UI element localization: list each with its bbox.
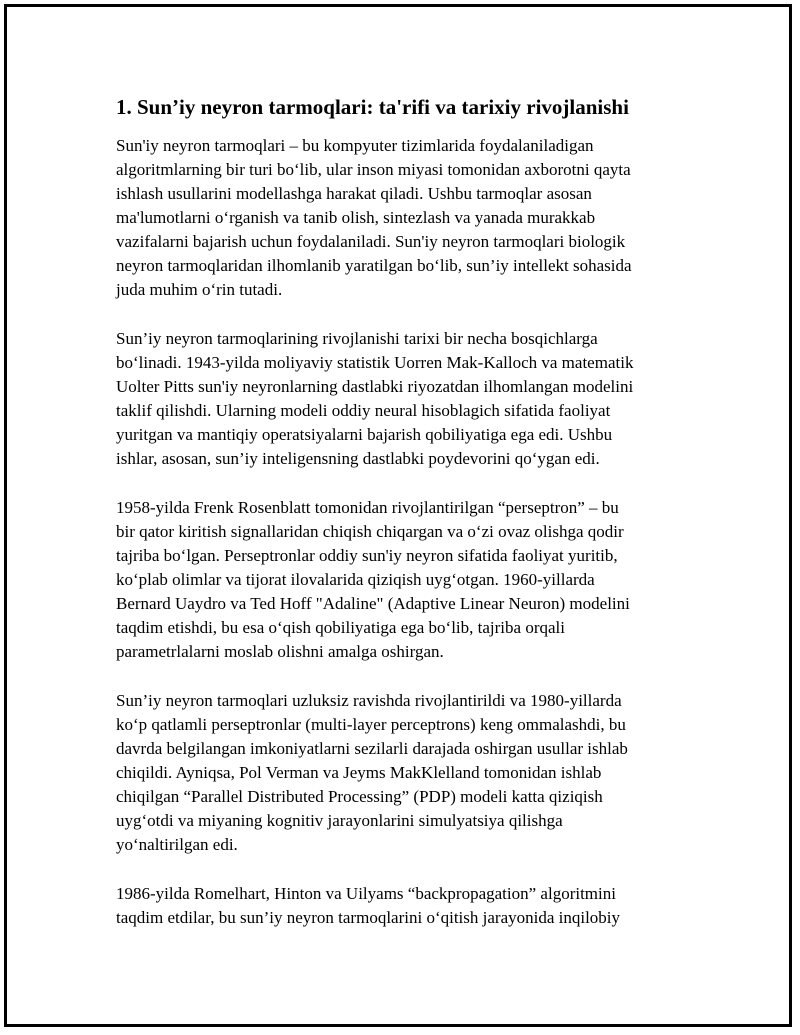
paragraph-definition (116, 134, 690, 302)
section-title: 1. Sun’iy neyron tarmoqlari: ta'rifi va tarixiy rivojlanishi (116, 95, 629, 119)
paragraph-history-1943 (116, 327, 690, 471)
document-body (116, 93, 690, 955)
text-line: taklif qilishdi. Ularning modeli oddiy neural hisoblagich sifatida faoliyat (116, 401, 611, 420)
text-line: chiqildi. Ayniqsa, Pol Verman va Jeyms MakKlelland tomonidan ishlab (116, 763, 602, 782)
text-line: tajriba bo‘lgan. Perseptronlar oddiy sun'iy neyron sifatida faoliyat yuritib, (116, 546, 618, 565)
paragraph-multilayer (116, 689, 690, 857)
paragraph-backpropagation (116, 882, 690, 930)
text-line: ishlar, asosan, sun’iy inteligensning dastlabki poydevorini qo‘ygan edi. (116, 449, 600, 468)
text-line: Uolter Pitts sun'iy neyronlarning dastlabki riyozatdan ilhomlangan modelini (116, 377, 634, 396)
text-line: uyg‘otdi va miyaning kognitiv jarayonlarini simulyatsiya qilishga (116, 811, 563, 830)
text-line: algoritmlarning bir turi bo‘lib, ular inson miyasi tomonidan axborotni qayta (116, 160, 631, 179)
text-line: taqdim etishdi, bu esa o‘qish qobiliyatiga ega bo‘lib, tajriba orqali (116, 618, 565, 637)
text-line: chiqilgan “Parallel Distributed Processing” (PDP) modeli katta qiziqish (116, 787, 603, 806)
text-line: Sun’iy neyron tarmoqlari uzluksiz ravishda rivojlantirildi va 1980-yillarda (116, 691, 622, 710)
text-line: ko‘plab olimlar va tijorat ilovalarida qiziqish uyg‘otgan. 1960-yillarda (116, 570, 595, 589)
text-line: davrda belgilangan imkoniyatlarni sezilarli darajada oshirgan usullar ishlab (116, 739, 628, 758)
text-line: Sun'iy neyron tarmoqlari – bu kompyuter tizimlarida foydalaniladigan (116, 136, 594, 155)
text-line: parametrlalarni moslab olishni amalga oshirgan. (116, 642, 444, 661)
text-line: yo‘naltirilgan edi. (116, 835, 238, 854)
text-line: bo‘linadi. 1943-yilda moliyaviy statistik Uorren Mak-Kalloch va matematik (116, 353, 634, 372)
text-line: neyron tarmoqlaridan ilhomlanib yaratilgan bo‘lib, sun’iy intellekt sohasida (116, 256, 632, 275)
text-line: yuritgan va mantiqiy operatsiyalarni bajarish qobiliyatiga ega edi. Ushbu (116, 425, 613, 444)
text-line: vazifalarni bajarish uchun foydalaniladi. Sun'iy neyron tarmoqlari biologik (116, 232, 626, 251)
text-line: taqdim etdilar, bu sun’iy neyron tarmoqlarini o‘qitish jarayonida inqilobiy (116, 908, 621, 927)
text-line: ma'lumotlarni o‘rganish va tanib olish, sintezlash va yanada murakkab (116, 208, 596, 227)
text-line: ishlash usullarini modellashga harakat qiladi. Ushbu tarmoqlar asosan (116, 184, 592, 203)
paragraph-perceptron (116, 496, 690, 664)
text-line: juda muhim o‘rin tutadi. (116, 280, 283, 299)
text-line: Bernard Uaydro va Ted Hoff "Adaline" (Adaptive Linear Neuron) modelini (116, 594, 630, 613)
text-line: Sun’iy neyron tarmoqlarining rivojlanishi tarixi bir necha bosqichlarga (116, 329, 598, 348)
text-line: 1986-yilda Romelhart, Hinton va Uilyams “backpropagation” algoritmini (116, 884, 616, 903)
text-line: bir qator kiritish signallaridan chiqish chiqargan va o‘zi ovaz olishga qodir (116, 522, 624, 541)
text-line: 1958-yilda Frenk Rosenblatt tomonidan rivojlantirilgan “perseptron” – bu (116, 498, 619, 517)
text-line: ko‘p qatlamli perseptronlar (multi-layer perceptrons) keng ommalashdi, bu (116, 715, 626, 734)
